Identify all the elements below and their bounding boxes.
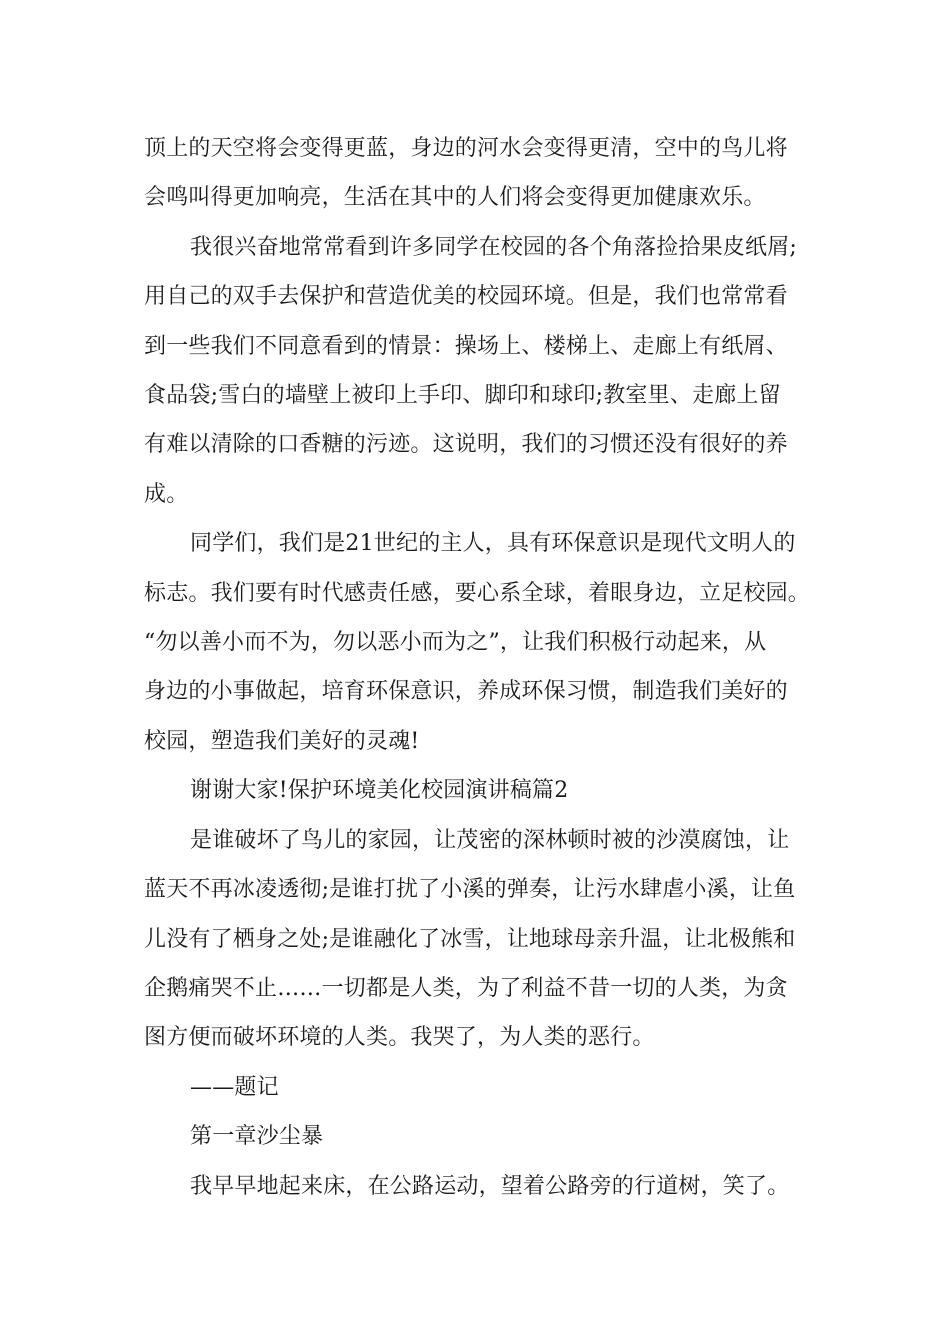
text-line: 企鹅痛哭不止……一切都是人类，为了利益不昔一切的人类，为贪 (144, 975, 788, 1001)
paragraph (144, 124, 816, 223)
text-line: “勿以善小而不为，勿以恶小而为之”，让我们积极行动起来，从 (144, 630, 767, 656)
text-line: 谢谢大家!保护环境美化校园演讲稿篇2 (190, 778, 569, 804)
paragraph (144, 223, 816, 519)
text-line: 食品袋;雪白的墙壁上被印上手印、脚印和球印;教室里、走廊上留 (144, 383, 781, 409)
paragraph (144, 816, 816, 1063)
text-line: 我很兴奋地常常看到许多同学在校园的各个角落捡拾果皮纸屑; (190, 234, 798, 260)
text-line: 我早早地起来床，在公路运动，望着公路旁的行道树，笑了。 (190, 1173, 790, 1199)
paragraph (144, 519, 816, 766)
text-line: ——题记 (190, 1074, 279, 1100)
text-line: 是谁破坏了鸟儿的家园，让茂密的深林顿时被的沙漠腐蚀，让 (190, 827, 790, 853)
section-heading (144, 766, 816, 815)
epigraph-attribution (144, 1063, 816, 1112)
text-line: 会鸣叫得更加响亮，生活在其中的人们将会变得更加健康欢乐。 (144, 185, 766, 211)
paragraph (144, 1162, 816, 1211)
text-line: 儿没有了栖身之处;是谁融化了冰雪，让地球母亲升温，让北极熊和 (144, 926, 796, 952)
document-body (144, 124, 816, 1211)
text-line: 图方便而破坏环境的人类。我哭了，为人类的恶行。 (144, 1025, 655, 1051)
chapter-title (144, 1112, 816, 1161)
text-line: 成。 (144, 481, 189, 507)
text-line: 到一些我们不同意看到的情景：操场上、楼梯上、走廊上有纸屑、 (144, 333, 788, 359)
text-line: 同学们，我们是21世纪的主人，具有环保意识是现代文明人的 (190, 531, 796, 557)
text-line: 蓝天不再冰凌透彻;是谁打扰了小溪的弹奏，让污水肆虐小溪，让鱼 (144, 877, 796, 903)
text-line: 校园，塑造我们美好的灵魂! (144, 728, 420, 754)
text-line: 有难以清除的口香糖的污迹。这说明，我们的习惯还没有很好的养 (144, 432, 788, 458)
text-line: 标志。我们要有时代感责任感，要心系全球，着眼身边，立足校园。 (144, 580, 811, 606)
text-line: 第一章沙尘暴 (190, 1124, 324, 1150)
text-line: 身边的小事做起，培育环保意识，养成环保习惯，制造我们美好的 (144, 679, 788, 705)
text-line: 用自己的双手去保护和营造优美的校园环境。但是，我们也常常看 (144, 284, 788, 310)
text-line: 顶上的天空将会变得更蓝，身边的河水会变得更清，空中的鸟儿将 (144, 136, 788, 161)
